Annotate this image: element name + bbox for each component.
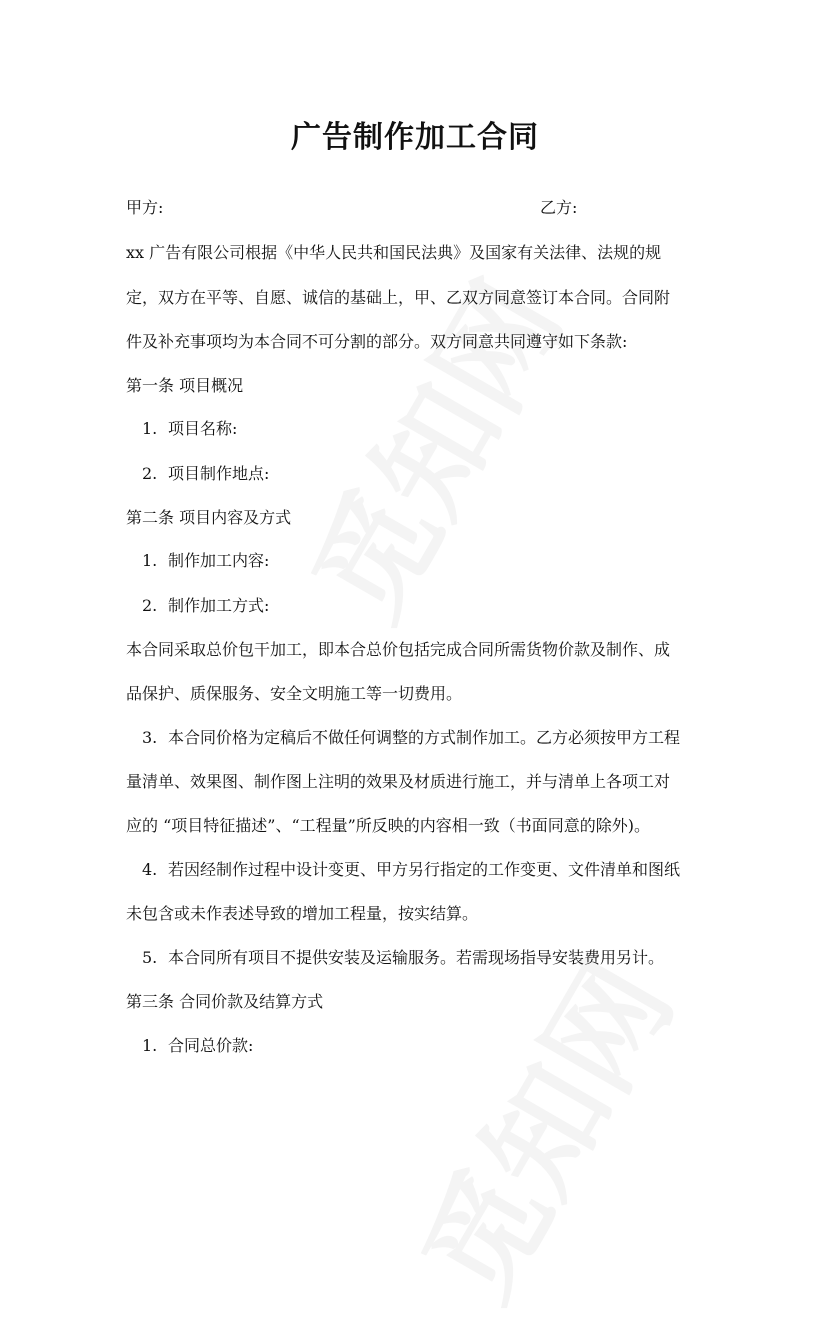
item-number: 4. <box>142 860 158 879</box>
article-heading: 第一条 项目概况 <box>126 376 244 395</box>
intro-line: 定，双方在平等、自愿、诚信的基础上，甲、乙双方同意签订本合同。合同附 <box>126 288 671 307</box>
item-number: 2. <box>142 464 158 483</box>
item-text: 项目名称: <box>168 419 238 438</box>
list-item <box>142 463 269 485</box>
list-item <box>142 859 680 881</box>
intro-line: xx 广告有限公司根据《中华人民共和国民法典》及国家有关法律、法规的规 <box>126 243 662 262</box>
article-heading: 第二条 项目内容及方式 <box>126 508 292 527</box>
item-number: 2. <box>142 596 158 615</box>
article-heading: 第三条 合同价款及结算方式 <box>126 992 324 1011</box>
list-item <box>142 947 664 969</box>
watermark <box>376 927 705 1325</box>
item-number: 1. <box>142 419 158 438</box>
item-text: 本合同价格为定稿后不做任何调整的方式制作加工。乙方必须按甲方工程 <box>168 728 681 747</box>
parties-line <box>126 197 578 219</box>
party-b-label: 乙方: <box>540 198 578 217</box>
list-item <box>142 727 680 749</box>
paragraph-line: 本合同采取总价包干加工，即本合总价包括完成合同所需货物价款及制作、成 <box>126 640 671 659</box>
item-text: 合同总价款: <box>168 1036 254 1055</box>
paragraph-line: 品保护、质保服务、安全文明施工等一切费用。 <box>126 684 463 703</box>
item-text: 若因经制作过程中设计变更、甲方另行指定的工作变更、文件清单和图纸 <box>168 860 681 879</box>
paragraph-line: 量清单、效果图、制作图上注明的效果及材质进行施工，并与清单上各项工对 <box>126 772 671 791</box>
item-number: 5. <box>142 948 158 967</box>
document-title: 广告制作加工合同 <box>291 120 539 155</box>
item-number: 1. <box>142 551 158 570</box>
item-text: 项目制作地点: <box>168 464 270 483</box>
item-text: 本合同所有项目不提供安装及运输服务。若需现场指导安装费用另计。 <box>168 948 665 967</box>
paragraph-line: 应的 “项目特征描述”、“工程量”所反映的内容相一致（书面同意的除外)。 <box>126 816 651 835</box>
intro-line: 件及补充事项均为本合同不可分割的部分。双方同意共同遵守如下条款: <box>126 332 628 351</box>
list-item <box>142 595 269 617</box>
item-text: 制作加工方式: <box>168 596 270 615</box>
paragraph-line: 未包含或未作表述导致的增加工程量，按实结算。 <box>126 904 479 923</box>
item-number: 3. <box>142 728 158 747</box>
item-text: 制作加工内容: <box>168 551 270 570</box>
item-number: 1. <box>142 1036 158 1055</box>
list-item <box>142 418 237 440</box>
party-a-label: 甲方: <box>126 198 164 217</box>
list-item <box>142 1035 253 1057</box>
list-item <box>142 550 269 572</box>
